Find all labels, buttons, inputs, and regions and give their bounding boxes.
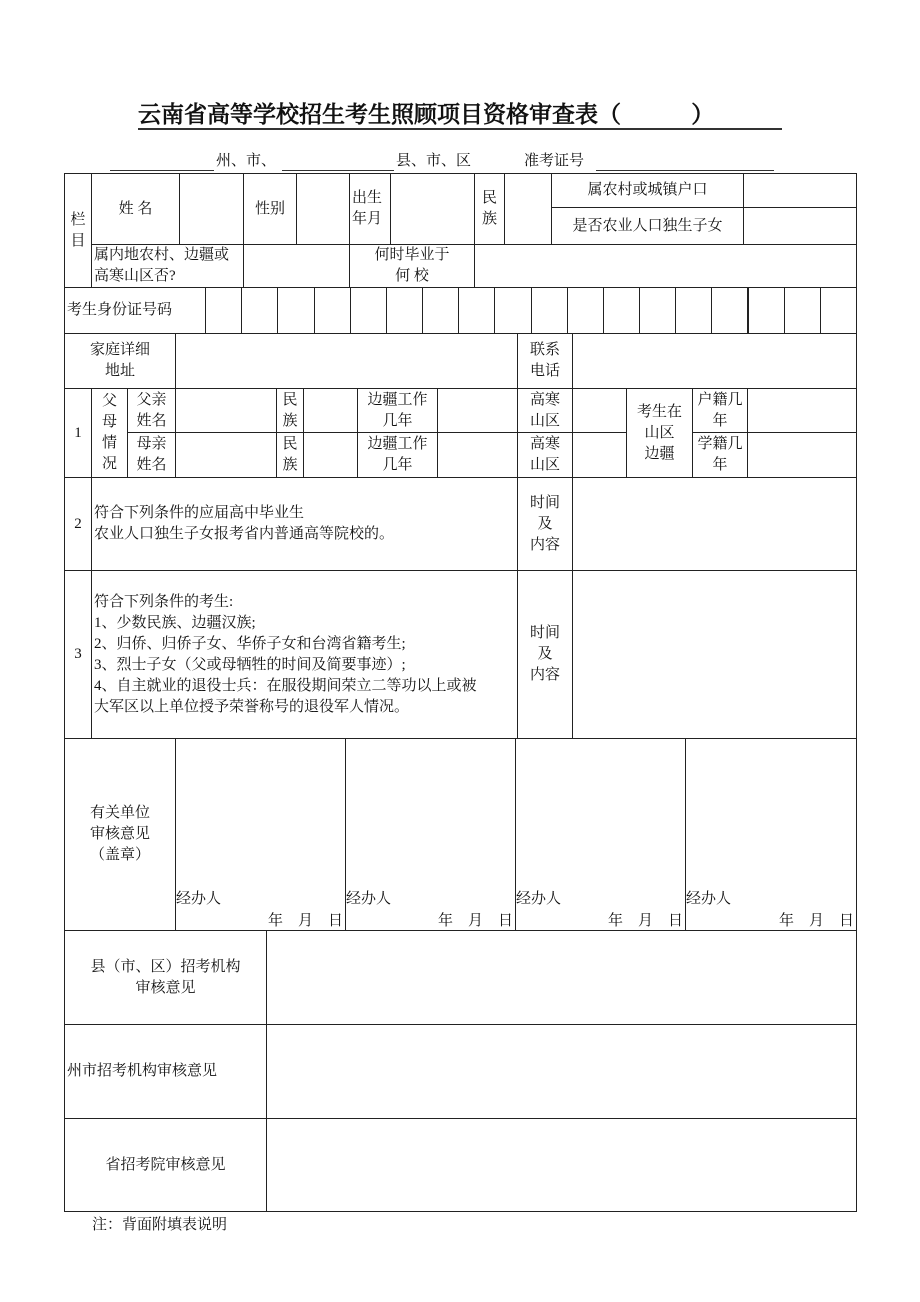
id-digit-cell[interactable] [603, 287, 640, 334]
graduate-field[interactable] [474, 244, 857, 288]
date-label: 年 月 日 [267, 913, 343, 929]
phone-field[interactable] [572, 333, 857, 389]
id-digit-cell[interactable] [386, 287, 423, 334]
hukou-years-label: 户籍几 年 [692, 388, 748, 433]
id-digit-cell[interactable] [205, 287, 242, 334]
father-border-years-label: 边疆工作 几年 [357, 388, 438, 433]
id-digit-cell[interactable] [277, 287, 315, 334]
father-ethnic-label: 民 族 [276, 388, 304, 433]
father-ethnic-field[interactable] [303, 388, 358, 433]
item2-time-label: 时间 及 内容 [517, 477, 573, 571]
date-label: 年 月 日 [778, 913, 854, 929]
handler-label: 经办人 [686, 891, 732, 907]
id-digit-cell[interactable] [241, 287, 278, 334]
item-number: 3 [64, 570, 92, 739]
prefecture-label: 州、市、 [216, 153, 277, 169]
graduate-label: 何时毕业于 何 校 [349, 244, 475, 288]
area-label: 属内地农村、边疆或 高寒山区否? [91, 244, 244, 288]
hukou-years-field[interactable] [747, 388, 857, 433]
hukou-label: 属农村或城镇户口 [551, 173, 744, 208]
father-border-years-field[interactable] [437, 388, 518, 433]
ethnic-field[interactable] [504, 173, 552, 245]
date-label: 年 月 日 [607, 913, 683, 929]
exam-no-field[interactable] [596, 170, 774, 171]
school-years-label: 学籍几 年 [692, 432, 748, 478]
province-review-field[interactable] [266, 1118, 857, 1212]
id-digit-cell[interactable] [711, 287, 748, 334]
father-cold-area-field[interactable] [572, 388, 627, 433]
city-review-label: 州市招考机构审核意见 [64, 1024, 267, 1119]
mother-name-field[interactable] [175, 432, 277, 478]
father-name-label: 父亲 姓名 [127, 388, 176, 433]
mother-ethnic-label: 民 族 [276, 432, 304, 478]
item3-conditions: 符合下列条件的考生: 1、少数民族、边疆汉族; 2、归侨、归侨子女、华侨子女和台湾省籍考生; 3、烈士子女（父或母牺牲的时间及简要事迹）; 4、自主就业的退役士兵：在服役期间荣立二等功以上或被 大军区以上单位授予荣誉称号的退役军人情况。 [91, 570, 518, 739]
id-digit-cell[interactable] [675, 287, 712, 334]
school-years-field[interactable] [747, 432, 857, 478]
county-review-field[interactable] [266, 930, 857, 1025]
form-title: 云南省高等学校招生考生照顾项目资格审查表（ ） [138, 100, 782, 130]
name-label: 姓 名 [91, 173, 180, 245]
unit-review-label: 有关单位 审核意见 （盖章） [64, 738, 176, 931]
id-digit-cell[interactable] [350, 287, 387, 334]
item2-conditions: 符合下列条件的应届高中毕业生 农业人口独生子女报考省内普通高等院校的。 [91, 477, 518, 571]
only-child-field[interactable] [743, 207, 857, 245]
item-number: 2 [64, 477, 92, 571]
name-field[interactable] [179, 173, 244, 245]
column-header-label: 栏 目 [64, 173, 92, 288]
id-digit-cell[interactable] [784, 287, 821, 334]
address-label: 家庭详细 地址 [64, 333, 176, 389]
id-digit-cell[interactable] [820, 287, 857, 334]
county-field[interactable] [282, 170, 394, 171]
handler-label: 经办人 [516, 891, 562, 907]
gender-label: 性别 [243, 173, 297, 245]
item3-field[interactable] [572, 570, 857, 739]
birth-label: 出生 年月 [349, 173, 391, 245]
id-digit-cell[interactable] [314, 287, 351, 334]
unit-review-box-3[interactable] [515, 738, 686, 931]
only-child-label: 是否农业人口独生子女 [551, 207, 744, 245]
id-digit-cell[interactable] [422, 287, 459, 334]
mother-cold-area-field[interactable] [572, 432, 627, 478]
id-digit-cell[interactable] [567, 287, 604, 334]
handler-label: 经办人 [346, 891, 392, 907]
mother-name-label: 母亲 姓名 [127, 432, 176, 478]
id-digit-cell[interactable] [458, 287, 495, 334]
id-digit-cell[interactable] [531, 287, 568, 334]
in-area-label: 考生在 山区 边疆 [626, 388, 693, 478]
city-review-field[interactable] [266, 1024, 857, 1119]
county-label: 县、市、区 [396, 153, 472, 169]
unit-review-box-1[interactable] [175, 738, 346, 931]
area-field[interactable] [243, 244, 350, 288]
ethnic-label: 民 族 [474, 173, 505, 245]
province-review-label: 省招考院审核意见 [64, 1118, 267, 1212]
unit-review-box-2[interactable] [345, 738, 516, 931]
id-digit-cell[interactable] [748, 287, 785, 334]
county-review-label: 县（市、区）招考机构 审核意见 [64, 930, 267, 1025]
id-digit-cell[interactable] [639, 287, 676, 334]
id-digit-cell[interactable] [494, 287, 532, 334]
birth-field[interactable] [390, 173, 475, 245]
mother-cold-area-label: 高寒 山区 [517, 432, 573, 478]
unit-review-box-4[interactable] [685, 738, 857, 931]
item2-field[interactable] [572, 477, 857, 571]
father-cold-area-label: 高寒 山区 [517, 388, 573, 433]
footnote: 注：背面附填表说明 [92, 1217, 228, 1233]
gender-field[interactable] [296, 173, 350, 245]
parents-label: 父 母 情 况 [91, 388, 128, 478]
handler-label: 经办人 [176, 891, 222, 907]
prefecture-field[interactable] [110, 170, 214, 171]
mother-border-years-label: 边疆工作 几年 [357, 432, 438, 478]
date-label: 年 月 日 [437, 913, 513, 929]
item-number: 1 [64, 388, 92, 478]
phone-label: 联系 电话 [517, 333, 573, 389]
mother-border-years-field[interactable] [437, 432, 518, 478]
id-number-label: 考生身份证号码 [64, 287, 206, 334]
hukou-field[interactable] [743, 173, 857, 208]
father-name-field[interactable] [175, 388, 277, 433]
mother-ethnic-field[interactable] [303, 432, 358, 478]
address-field[interactable] [175, 333, 518, 389]
item3-time-label: 时间 及 内容 [517, 570, 573, 739]
exam-no-label: 准考证号 [524, 153, 585, 169]
